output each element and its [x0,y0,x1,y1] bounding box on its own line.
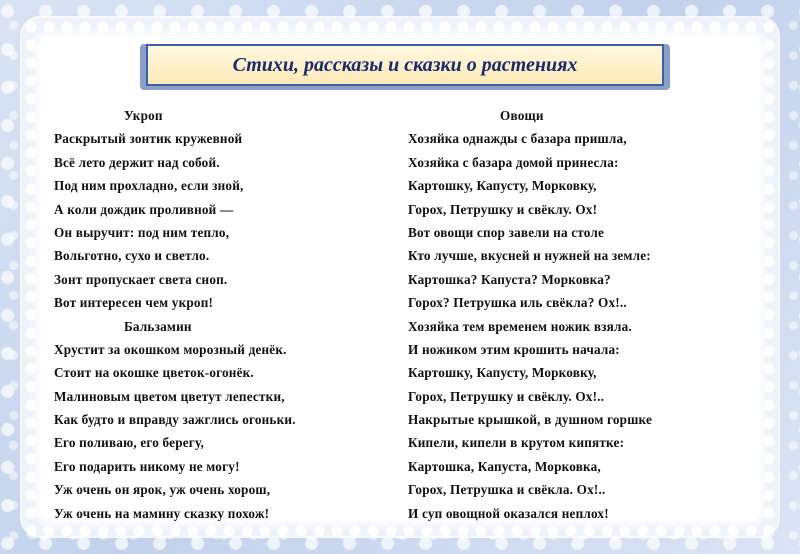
poem-line: А коли дождик проливной — [54,201,234,217]
poem-line: Уж очень на мамину сказку похож! [54,505,270,521]
poem-line: Картошка? Капуста? Морковка? [408,271,611,287]
poem-title-ukrop: Укроп [124,108,163,123]
poem-line: Его поливаю, его берегу, [54,435,204,451]
poem-title-balzamin: Бальзамин [124,318,192,334]
poem-line: Кипели, кипели в крутом кипятке: [408,435,625,451]
poem-line: Вот овощи спор завели на столе [408,224,605,240]
poem-line: Стоит на окошке цветок-огонёк. [54,365,254,381]
poem-line: Горох? Петрушка иль свёкла? Ох!.. [408,295,627,311]
poem-line: И суп овощной оказался неплох! [408,505,609,521]
poem-line: Горох, Петрушку и свёклу. Ох! [408,201,598,217]
poem-line: Его подарить никому не могу! [54,458,240,474]
poem-line: Хозяйка с базара домой принесла: [408,154,619,170]
poem-line: Он выручит: под ним тепло, [54,224,230,240]
poem-line: Картошку, Капусту, Морковку, [408,365,597,381]
poem-line: И ножиком этим крошить начала: [408,341,620,357]
poem-line: Вольготно, сухо и светло. [54,248,210,264]
poem-line: Всё лето держит над собой. [54,154,220,170]
poem-line: Картошку, Капусту, Морковку, [408,178,597,194]
poem-line: Малиновым цветом цветут лепестки, [54,388,285,404]
poem-title-ovoshchi: Овощи [500,108,544,123]
poem-line: Горох, Петрушка и свёкла. Ох!.. [408,482,606,498]
poem-line: Картошка, Капуста, Морковка, [408,458,601,474]
poem-line: Хозяйка однажды с базара пришла, [408,131,627,147]
page-title: Стихи, рассказы и сказки о растениях [232,53,578,76]
title-banner [146,44,664,86]
poem-line: Горох, Петрушку и свёклу. Ох!.. [408,388,605,404]
poem-line: Вот интересен чем укроп! [54,295,214,311]
poem-line: Зонт пропускает света сноп. [54,271,228,287]
poem-line: Накрытые крышкой, в душном горшке [408,412,653,428]
right-poem-column [408,104,738,525]
poem-line: Как будто и вправду зажглись огоньки. [54,412,296,428]
left-poem-column [54,104,404,525]
poem-line: Кто лучше, вкусней и нужней на земле: [408,248,651,264]
poem-line: Под ним прохладно, если зной, [54,178,244,194]
poem-line: Раскрытый зонтик кружевной [54,131,243,147]
poem-line: Хрустит за окошком морозный денёк. [54,341,287,357]
poem-line: Хозяйка тем временем ножик взяла. [408,318,632,334]
poem-line: Уж очень он ярок, уж очень хорош, [54,482,271,498]
